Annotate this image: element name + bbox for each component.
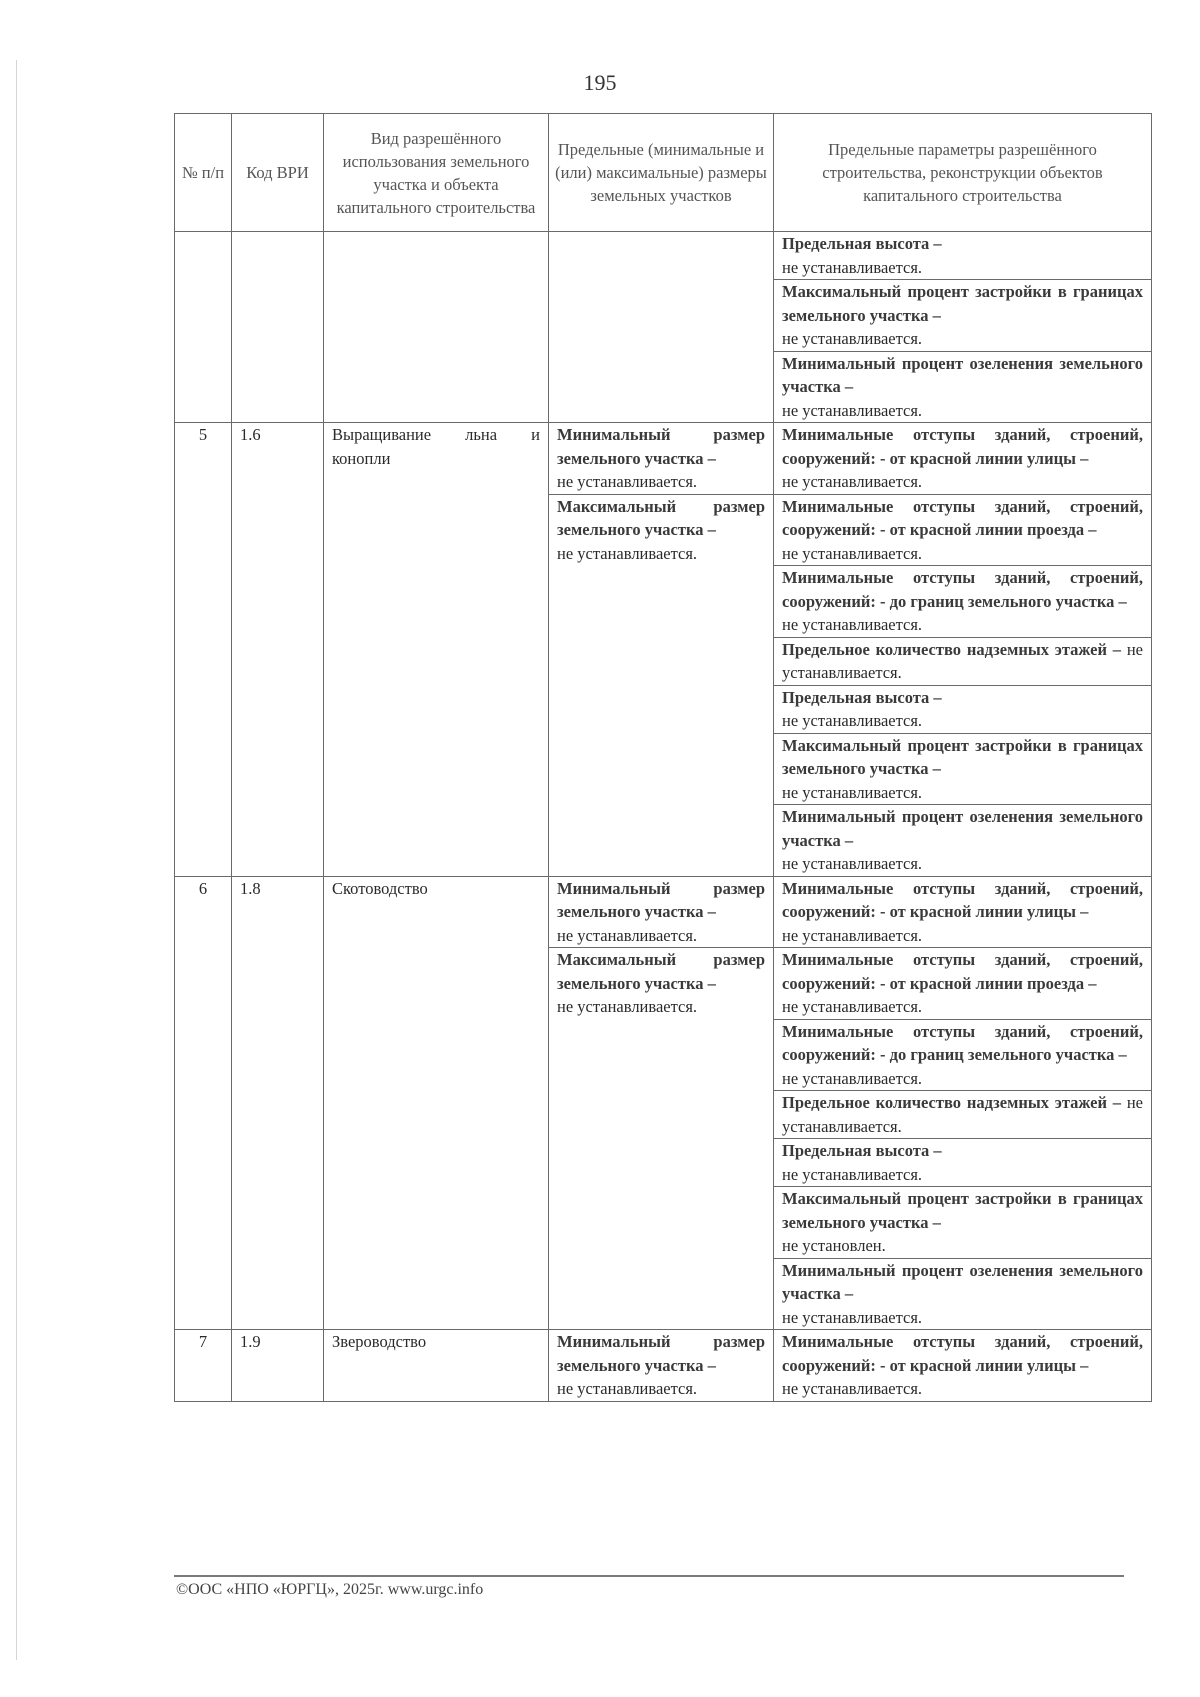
param-cell: Минимальные отступы зданий, строений, сооружений: - от красной линии улицы – не устанавливается.	[774, 1330, 1152, 1402]
cell-code	[232, 232, 324, 423]
cell-num: 6	[175, 876, 232, 1330]
page-number: 195	[583, 70, 617, 95]
size-cell: Минимальный размер земельного участка – не устанавливается.	[549, 876, 774, 948]
param-cell: Максимальный процент застройки в границах земельного участка – не установлен.	[774, 1187, 1152, 1259]
param-cell: Предельное количество надземных этажей – не устанавливается.	[774, 1091, 1152, 1139]
header-num: № п/п	[175, 114, 232, 232]
param-cell: Минимальные отступы зданий, строений, сооружений: - до границ земельного участка – не устанавливается.	[774, 1019, 1152, 1091]
size-cell: Максимальный размер земельного участка – не устанавливается.	[549, 494, 774, 876]
cell-code: 1.6	[232, 423, 324, 877]
param-cell: Максимальный процент застройки в границах земельного участка – не устанавливается.	[774, 733, 1152, 805]
param-cell: Минимальные отступы зданий, строений, сооружений: - от красной линии проезда – не устанавливается.	[774, 494, 1152, 566]
param-cell: Минимальный процент озеленения земельного участка – не устанавливается.	[774, 351, 1152, 423]
size-cell: Максимальный размер земельного участка – не устанавливается.	[549, 948, 774, 1330]
size-cell: Минимальный размер земельного участка – не устанавливается.	[549, 423, 774, 495]
footer-divider	[174, 1575, 1124, 1577]
table-row	[175, 1330, 1152, 1402]
param-cell: Минимальный процент озеленения земельного участка – не устанавливается.	[774, 1258, 1152, 1330]
param-cell: Минимальные отступы зданий, строений, сооружений: - от красной линии улицы – не устанавливается.	[774, 876, 1152, 948]
param-cell: Предельная высота – не устанавливается.	[774, 232, 1152, 280]
header-type: Вид разрешённого использования земельного участка и объекта капитального строительства	[324, 114, 549, 232]
cell-code: 1.8	[232, 876, 324, 1330]
cell-name: Выращивание льна и конопли	[324, 423, 549, 877]
param-cell: Предельная высота – не устанавливается.	[774, 1139, 1152, 1187]
scan-edge-line	[16, 60, 17, 1660]
cell-num: 5	[175, 423, 232, 877]
header-code: Код ВРИ	[232, 114, 324, 232]
param-cell: Минимальные отступы зданий, строений, сооружений: - от красной линии проезда – не устанавливается.	[774, 948, 1152, 1020]
table-row	[175, 423, 1152, 495]
cell-name: Скотоводство	[324, 876, 549, 1330]
table-row	[175, 876, 1152, 948]
table-row	[175, 232, 1152, 280]
cell-code: 1.9	[232, 1330, 324, 1402]
cell-name: Звероводство	[324, 1330, 549, 1402]
cell-num: 7	[175, 1330, 232, 1402]
cell-num	[175, 232, 232, 423]
size-cell: Минимальный размер земельного участка – не устанавливается.	[549, 1330, 774, 1402]
cell-sizes	[549, 232, 774, 423]
param-cell: Максимальный процент застройки в границах земельного участка – не устанавливается.	[774, 280, 1152, 352]
zoning-table	[174, 113, 1152, 1402]
param-cell: Минимальный процент озеленения земельного участка – не устанавливается.	[774, 805, 1152, 877]
header-params: Предельные параметры разрешённого строительства, реконструкции объектов капитального строительства	[774, 114, 1152, 232]
header-sizes: Предельные (минимальные и (или) максимальные) размеры земельных участков	[549, 114, 774, 232]
param-cell: Минимальные отступы зданий, строений, сооружений: - от красной линии улицы – не устанавливается.	[774, 423, 1152, 495]
footer-copyright: ©ООС «НПО «ЮРГЦ», 2025г. www.urgc.info	[176, 1581, 484, 1598]
cell-name	[324, 232, 549, 423]
table-header-row	[175, 114, 1152, 232]
param-cell: Минимальные отступы зданий, строений, сооружений: - до границ земельного участка – не устанавливается.	[774, 566, 1152, 638]
param-cell: Предельная высота – не устанавливается.	[774, 685, 1152, 733]
param-cell: Предельное количество надземных этажей – не устанавливается.	[774, 637, 1152, 685]
